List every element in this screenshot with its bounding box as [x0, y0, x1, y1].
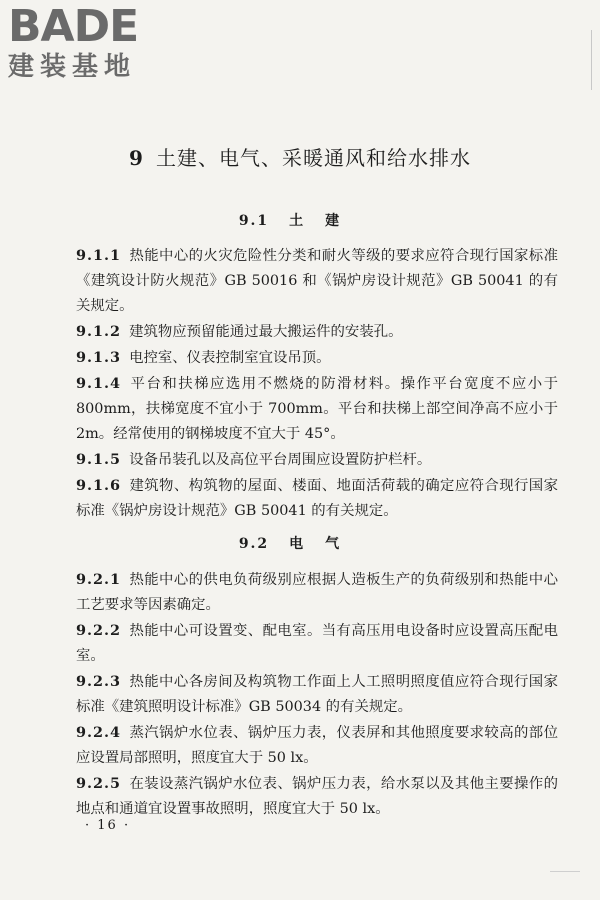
clause-text: 蒸汽锅炉水位表、锅炉压力表，仪表屏和其他照度要求较高的部位应设置局部照明，照度宜大于 50 lx。 — [76, 725, 558, 766]
logo-brand: BADE — [8, 1, 139, 52]
clause — [76, 567, 558, 618]
clause-number: 9.1.5 — [76, 451, 122, 468]
clause-number: 9.1.4 — [76, 375, 122, 392]
section-9-2-clauses — [76, 567, 558, 822]
clause — [76, 618, 558, 669]
clause — [76, 473, 558, 524]
clause — [76, 371, 558, 447]
clause-text: 热能中心的供电负荷级别应根据人造板生产的负荷级别和热能中心工艺要求等因素确定。 — [76, 572, 558, 613]
clause — [76, 345, 558, 371]
page-edge-mark — [587, 30, 592, 90]
bottom-rule — [550, 871, 580, 872]
chapter-title — [0, 142, 600, 171]
clause — [76, 243, 558, 319]
chapter-title-text: 土建、电气、采暖通风和给水排水 — [155, 146, 471, 170]
page-number: · 16 · — [85, 818, 131, 833]
clause-text: 建筑物、构筑物的屋面、楼面、地面活荷载的确定应符合现行国家标准《锅炉房设计规范》GB 50041 的有关规定。 — [76, 478, 558, 519]
section-number: 9.2 — [238, 536, 270, 552]
clause-number: 9.2.1 — [76, 571, 122, 588]
clause — [76, 771, 558, 822]
clause — [76, 720, 558, 771]
section-title-9-1 — [0, 210, 600, 230]
clause — [76, 319, 558, 345]
bade-logo — [8, 1, 178, 82]
logo-subtitle: 建装基地 — [8, 52, 137, 82]
clause-text: 热能中心可设置变、配电室。当有高压用电设备时应设置高压配电室。 — [76, 623, 558, 664]
section-9-1-clauses — [76, 243, 558, 524]
clause-text: 热能中心各房间及构筑物工作面上人工照明照度值应符合现行国家标准《建筑照明设计标准》GB 50034 的有关规定。 — [76, 674, 558, 715]
clause-number: 9.1.1 — [76, 247, 122, 264]
section-title-9-2 — [0, 533, 600, 553]
clause-number: 9.1.3 — [76, 349, 122, 366]
clause-text: 设备吊装孔以及高位平台周围应设置防护栏杆。 — [129, 452, 432, 468]
clause-number: 9.2.5 — [76, 775, 122, 792]
clause-number: 9.2.2 — [76, 622, 122, 639]
clause-number: 9.2.3 — [76, 673, 122, 690]
clause-text: 热能中心的火灾危险性分类和耐火等级的要求应符合现行国家标准《建筑设计防火规范》GB 50016 和《锅炉房设计规范》GB 50041 的有关规定。 — [76, 248, 558, 314]
clause-number: 9.2.4 — [76, 724, 122, 741]
clause-text: 电控室、仪表控制室宜设吊顶。 — [129, 350, 331, 366]
clause-number: 9.1.2 — [76, 323, 122, 340]
clause — [76, 447, 558, 473]
section-number: 9.1 — [238, 213, 270, 229]
clause-text: 平台和扶梯应选用不燃烧的防滑材料。操作平台宽度不应小于 800mm，扶梯宽度不宜小于 700mm。平台和扶梯上部空间净高不应小于 2m。经常使用的钢梯坡度不宜大于 45°。 — [76, 376, 558, 442]
clause-text: 在装设蒸汽锅炉水位表、锅炉压力表，给水泵以及其他主要操作的地点和通道宜设置事故照明，照度宜大于 50 lx。 — [76, 776, 558, 817]
section-title-text: 电气 — [289, 536, 362, 552]
chapter-number: 9 — [129, 146, 144, 170]
section-title-text: 土建 — [289, 213, 362, 229]
clause — [76, 669, 558, 720]
clause-number: 9.1.6 — [76, 477, 122, 494]
clause-text: 建筑物应预留能通过最大搬运件的安装孔。 — [129, 324, 403, 340]
